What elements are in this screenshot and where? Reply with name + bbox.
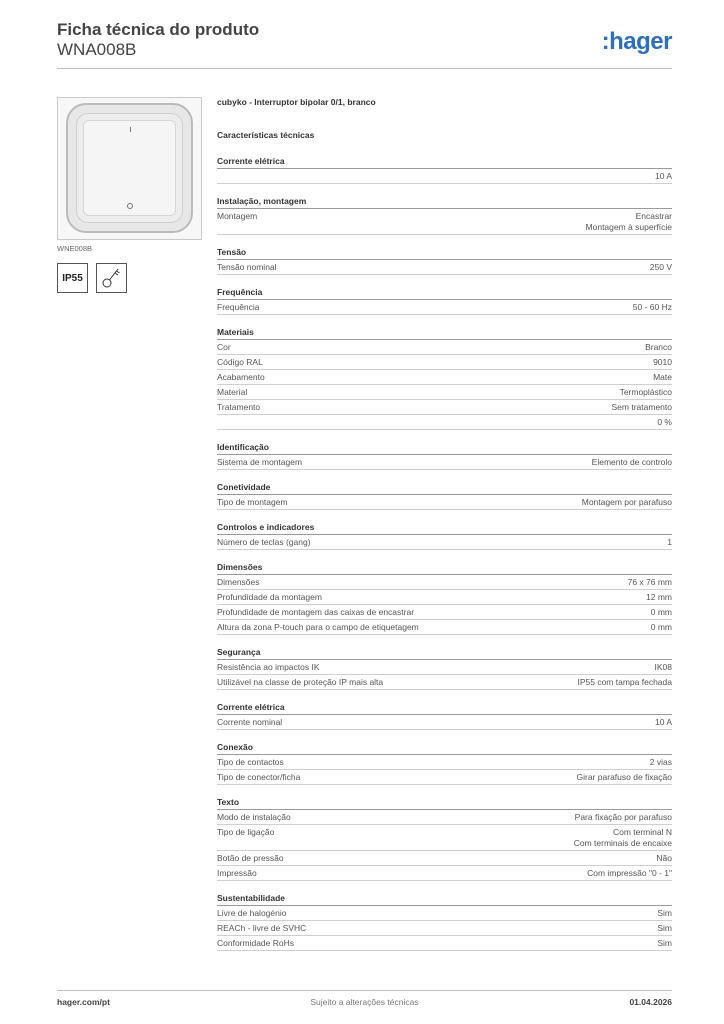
spec-section	[217, 560, 672, 635]
spec-value-line: Encastrar	[635, 211, 672, 221]
section-title: Corrente elétrica	[217, 700, 672, 715]
page-header	[57, 20, 672, 68]
spec-label: Tipo de ligação	[217, 827, 275, 837]
spec-label: Altura da zona P-touch para o campo de etiquetagem	[217, 622, 419, 632]
spec-value	[657, 908, 672, 919]
spec-section	[217, 891, 672, 951]
spec-value	[646, 592, 672, 603]
spec-value	[653, 372, 672, 383]
spec-label: Tensão nominal	[217, 262, 277, 272]
ip-rating-badge: IP55	[57, 263, 88, 293]
spec-value	[586, 211, 672, 233]
spec-value-line: IK08	[654, 662, 672, 672]
spec-value	[628, 577, 672, 588]
spec-row	[217, 660, 672, 675]
spec-label: Dimensões	[217, 577, 260, 587]
spec-value-line: Com terminais de encaixe	[573, 838, 672, 848]
spec-value	[651, 607, 672, 618]
spec-value-line: Termoplástico	[619, 387, 672, 397]
spec-section	[217, 285, 672, 315]
spec-value	[620, 387, 672, 398]
spec-label: Cor	[217, 342, 231, 352]
spec-section	[217, 194, 672, 235]
spec-row	[217, 851, 672, 866]
spec-row	[217, 906, 672, 921]
spec-section	[217, 325, 672, 430]
spec-value-line: 0 %	[657, 417, 672, 427]
spec-heading: Características técnicas	[217, 130, 315, 140]
footer-divider	[57, 990, 672, 991]
section-title: Corrente elétrica	[217, 154, 672, 169]
image-caption: WNE008B	[57, 244, 93, 253]
spec-value-line: Montagem por parafuso	[581, 497, 672, 507]
spec-value	[574, 827, 672, 849]
section-title: Frequência	[217, 285, 672, 300]
spec-value-line: Sim	[657, 938, 672, 948]
product-name: cubyko - Interruptor bipolar 0/1, branco	[217, 97, 376, 107]
spec-row	[217, 605, 672, 620]
spec-label: Frequência	[217, 302, 260, 312]
spec-value-line: 50 - 60 Hz	[632, 302, 672, 312]
spec-label: Modo de instalação	[217, 812, 291, 822]
spec-value	[650, 757, 672, 768]
spec-section	[217, 795, 672, 881]
spec-value-line: Não	[656, 853, 672, 863]
section-title: Identificação	[217, 440, 672, 455]
spec-value	[657, 923, 672, 934]
spec-value-line: 10 A	[654, 171, 672, 181]
spec-label: Tipo de contactos	[217, 757, 284, 767]
spec-value	[656, 853, 672, 864]
spec-label: Impressão	[217, 868, 257, 878]
spec-label: Utilizável na classe de proteção IP mais alta	[217, 677, 384, 687]
spec-value-line: Elemento de controlo	[591, 457, 672, 467]
spec-value-line: Montagem à superfície	[585, 222, 672, 232]
spec-value	[651, 622, 672, 633]
spec-row	[217, 620, 672, 635]
spec-row	[217, 370, 672, 385]
spec-value	[575, 812, 672, 823]
page-footer	[57, 997, 672, 1011]
spec-value-line: Sim	[657, 908, 672, 918]
spec-value	[653, 357, 672, 368]
spec-label: Resistência ao impactos IK	[217, 662, 320, 672]
footer-date: 01.04.2026	[629, 997, 672, 1007]
spec-section	[217, 645, 672, 690]
spec-section	[217, 700, 672, 730]
section-title: Conexão	[217, 740, 672, 755]
spec-section	[217, 740, 672, 785]
spec-label: Profundidade de montagem das caixas de encastrar	[217, 607, 415, 617]
spec-sheet	[217, 95, 672, 961]
spec-label: Montagem	[217, 211, 258, 221]
spec-row	[217, 755, 672, 770]
spec-value	[655, 171, 672, 182]
spec-value-line: Para fixação por parafuso	[574, 812, 672, 822]
spec-row	[217, 810, 672, 825]
spec-label: Tratamento	[217, 402, 261, 412]
spec-row	[217, 209, 672, 235]
spec-value	[592, 457, 672, 468]
section-title: Instalação, montagem	[217, 194, 672, 209]
spec-label: Número de teclas (gang)	[217, 537, 311, 547]
spec-row	[217, 495, 672, 510]
spec-value-line: Com terminal N	[612, 827, 672, 837]
header-divider	[57, 68, 672, 69]
spec-label: Conformidade RoHs	[217, 938, 295, 948]
spec-row	[217, 715, 672, 730]
spec-value	[655, 662, 673, 673]
spec-value	[582, 497, 672, 508]
spec-label: Acabamento	[217, 372, 265, 382]
spec-value	[657, 417, 672, 428]
spec-value	[633, 302, 672, 313]
spec-value-line: 9010	[653, 357, 672, 367]
spec-section	[217, 245, 672, 275]
spec-value-line: Sim	[657, 923, 672, 933]
spec-row	[217, 340, 672, 355]
spec-section	[217, 520, 672, 550]
spec-row	[217, 385, 672, 400]
spec-value-line: Mate	[653, 372, 672, 382]
section-title: Sustentabilidade	[217, 891, 672, 906]
spec-value	[657, 938, 672, 949]
spec-section	[217, 154, 672, 184]
section-title: Materiais	[217, 325, 672, 340]
spec-value-line: 0 mm	[650, 607, 672, 617]
spec-value-line: 10 A	[654, 717, 672, 727]
spec-row	[217, 169, 672, 184]
product-image	[57, 97, 202, 240]
spec-value	[645, 342, 672, 353]
spec-label: Material	[217, 387, 248, 397]
switch-plate	[66, 103, 193, 233]
section-title: Conetividade	[217, 480, 672, 495]
spec-value	[577, 677, 672, 688]
section-title: Dimensões	[217, 560, 672, 575]
page-title: Ficha técnica do produto	[57, 20, 260, 39]
spec-value	[587, 868, 672, 879]
spec-row	[217, 400, 672, 415]
spec-value-line: 76 x 76 mm	[627, 577, 672, 587]
spec-row	[217, 455, 672, 470]
section-title: Tensão	[217, 245, 672, 260]
spec-label: Corrente nominal	[217, 717, 283, 727]
spec-value-line: Com impressão "0 - 1"	[587, 868, 672, 878]
spec-value-line: 2 vias	[649, 757, 672, 767]
spec-value-line: Branco	[645, 342, 672, 352]
spec-value	[577, 772, 672, 783]
spec-value-line: 12 mm	[646, 592, 672, 602]
spec-label: Tipo de conector/ficha	[217, 772, 301, 782]
spec-sections	[217, 154, 672, 951]
footer-website: hager.com/pt	[57, 997, 110, 1007]
key-icon	[96, 263, 127, 293]
spec-value-line: Sem tratamento	[611, 402, 672, 412]
hager-logo: :hager	[601, 28, 672, 55]
spec-row	[217, 936, 672, 951]
off-mark-icon	[127, 203, 133, 209]
spec-label: Botão de pressão	[217, 853, 284, 863]
spec-value	[612, 402, 672, 413]
spec-value-line: 0 mm	[650, 622, 672, 632]
spec-label: Tipo de montagem	[217, 497, 288, 507]
spec-row	[217, 260, 672, 275]
spec-row	[217, 675, 672, 690]
spec-row	[217, 535, 672, 550]
spec-row	[217, 300, 672, 315]
spec-value	[655, 717, 672, 728]
spec-row	[217, 770, 672, 785]
spec-label: Sistema de montagem	[217, 457, 303, 467]
section-title: Controlos e indicadores	[217, 520, 672, 535]
spec-label: Profundidade da montagem	[217, 592, 322, 602]
spec-value-line: 1	[667, 537, 672, 547]
spec-value-line: IP55 com tampa fechada	[577, 677, 672, 687]
spec-row	[217, 415, 672, 430]
spec-row	[217, 590, 672, 605]
spec-row	[217, 921, 672, 936]
spec-label: Livre de halogénio	[217, 908, 287, 918]
spec-row	[217, 825, 672, 851]
spec-section	[217, 440, 672, 470]
spec-row	[217, 355, 672, 370]
spec-value	[650, 262, 672, 273]
spec-row	[217, 866, 672, 881]
spec-label: REACh - livre de SVHC	[217, 923, 307, 933]
section-title: Texto	[217, 795, 672, 810]
switch-rocker	[83, 120, 176, 216]
spec-value-line: Girar parafuso de fixação	[576, 772, 672, 782]
spec-value	[667, 537, 672, 548]
product-code: WNA008B	[57, 40, 137, 59]
section-title: Segurança	[217, 645, 672, 660]
spec-label: Código RAL	[217, 357, 263, 367]
footer-notice: Sujeito a alterações técnicas	[310, 997, 419, 1007]
spec-row	[217, 575, 672, 590]
spec-value-line: 250 V	[649, 262, 672, 272]
spec-section	[217, 480, 672, 510]
on-mark-icon	[130, 127, 131, 132]
